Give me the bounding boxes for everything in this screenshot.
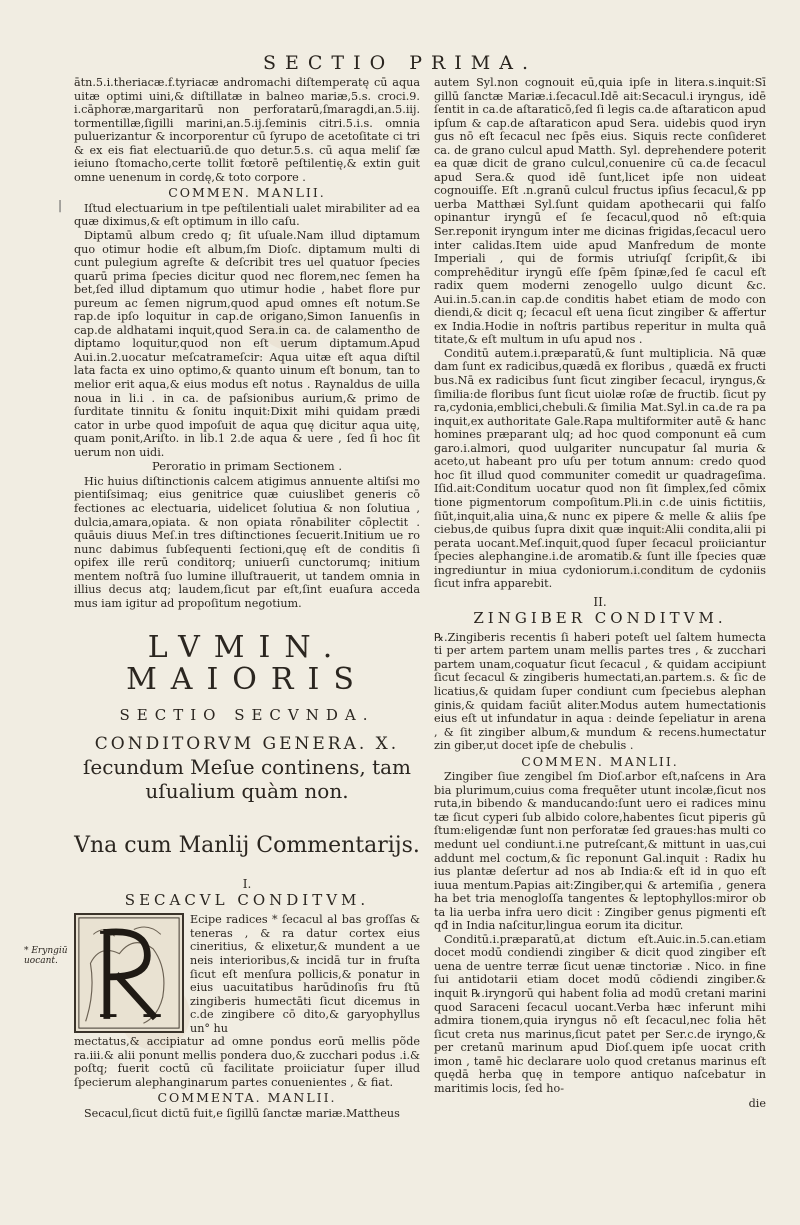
commentary-heading: COMMEN. MANLII. bbox=[521, 753, 679, 769]
paragraph: mectatus,& accipiatur ad omne pondus eorū mellis põde ra.iii.& alii ponunt mellis pondera duo,& zucchari podus .i.& poſtq; fuerit coctū cū facilitate proiiciatur ſuper illud ſpecierum alephanginarum partes conuenientes , & fiat. bbox=[74, 1035, 420, 1089]
chapter-number: I. bbox=[242, 877, 252, 892]
paragraph: autem Syl.non cognouit eū,quia ipſe in litera.s.inquit:Sī gillū ſanctæ Mariæ.i.ſecacul.Idē ait:Secacul.i iryngus, idē ſentit in ca.de aſtaraticō,ſed ſi legis ca.de aſtaraticon apud ipſum & cap.de aſtaraticon apud Sera. uidebis quod iryn gus nō eſt ſecacul nec ſpēs eius. Siquis recte conſideret ca. de grano culcul apud Matth. Syl. deprehendere poterit ea quæ dicit de grano culcul,conuenire cū ca.de ſecacul apud Sera.& quod idē ſunt,licet ipſe non uideat cognouiſſe. Eſt .n.granū culcul fructus ipſius ſecacul,& pp uerba Matthæi Syl.ſunt quidam apothecarii qui falſo opinantur iryngū eſ ſe ſecacul,quod nō eſt:quia Ser.reponit iryngum inter me dicinas frigidas,ſecacul uero inter calidas.Item uide apud Manfredum de monte Imperiali , qui de formis utriuſqſ ſcripſit,& ibi comprehēditur iryngū eſſe ſpēm ſpinæ,ſed ſe cacul eſt radix quem moderni zenogello uulgo dicunt &c. Aui.in.5.can.in cap.de conditis habet etiam de modo con diendi,& dicit q; ſecacul eſt uena ſicut zingiber & affertur ex India.Hodie in noſtris partibus reperitur in multa quā titate,& eſt multum in uſu apud nos . bbox=[434, 76, 766, 347]
section-subtitle: SECTIO SECVNDA. bbox=[119, 706, 375, 725]
chapter-number: II. bbox=[593, 594, 607, 609]
commentary-heading: COMMEN. MANLII. bbox=[168, 185, 326, 201]
margin-bracket-mark: | bbox=[58, 198, 63, 212]
chapter-title: ZINGIBER CONDITVM. bbox=[473, 608, 727, 627]
commentary-heading: COMMENTA. MANLII. bbox=[157, 1090, 337, 1106]
chapter-title: SECACVL CONDITVM. bbox=[124, 891, 370, 910]
genera-heading: CONDITORVM GENERA. X. bbox=[94, 734, 400, 755]
paragraph: Zingiber ſiue zengibel ſm Dioſ.arbor eſt,naſcens in Ara bia plurimum,cuius coma frequēter utunt incolæ,ſicut nos ruta,in bibendo & manducando:ſunt uero ei radices minu tæ ſicut cyperi ſub albido colore,habentes ſicut piperis gū ſtum:eligendæ ſunt non perforatæ ſed graues:has multi co medunt uel condiunt.i.ne putreſcant,& mittunt in uas,cui addunt mel coctum,& ſic reponunt Gal.inquit : Radix hu ius plantæ deſertur ad nos ab India:& eſt id in quo eſt iuua mentum.Papias ait:Zingiber,qui & artemiſia , genera ha bet tria menogloſſa tangentes & leptophyllos:miror ob ta lia uerba infra uero dicit : Zingiber genus pigmenti eſt qđ in India naſcitur,lingua eorum ita dicitur. bbox=[434, 770, 766, 933]
genera-subheading: ſecundum Meſue continens, tam uſualium quàm non. bbox=[82, 755, 412, 804]
dropcap-block bbox=[74, 913, 420, 1035]
section-title-lumen: LVMIN. MAIORIS bbox=[126, 630, 368, 698]
paragraph: Iſtud electuarium in tpe peſtilentiali ualet mirabiliter ad ea quæ diximus,& eſt optimum in illo caſu. bbox=[74, 201, 420, 229]
left-column bbox=[74, 76, 420, 1121]
paragraph: Conditū.i.præparatū,at dictum eſt.Auic.in.5.can.etiam docet modū condiendi zingiber & dicit quod zingiber eſt uena de uentre terræ ſicut uenæ tinctoriæ . Nico. in fine ſui antidotarii etiam docet modū cōdiendi zingiber.& inquit ℞.iryngorū qui habent folia ad modū cretani marini quod Saraceni ſecacul uocant.Verba hæc inferunt mihi admira tionem,quia iryngus nō eſt ſecacul,nec folia hēt ſicut creta nus marinus,ſicut patet per Ser.c.de iryngo,& per cretanū marinum apud Dioſ.quem ipſe uocat crith imon , tamē hic declarare uolo quod cretanus marinus eſt quędā herba quę in tempore antiquo naſcebatur in maritimis locis, ſed ho- bbox=[434, 932, 766, 1095]
commentary-note-heading: Vna cum Manlij Commentarijs. bbox=[74, 833, 420, 859]
paragraph: Conditū autem.i.præparatū,& ſunt multiplicia. Nā quæ dam ſunt ex radicibus,quædā ex floribus , quædā ex fructi bus.Nā ex radicibus ſunt ſicut zingiber ſecacul, iryngus,& ſimilia:de floribus ſunt ſicut uiolæ roſæ de fructib. ſicut py ra,cydonia,emblici,chebuli.& ſimilia Mat.Syl.in ca.de ra pa inquit,ex authoritate Gale.Rapa multiformiter autē & hanc homines præparant ulq; ad hoc quod componunt eā cum garo.i.almori, quod uulgariter nuncupatur ſal muria & aceto,ut habeant pro uſu per totum annum: credo quod hoc ſit illud quod communiter comedit ur quadrageſima. Iſid.ait:Conditum uocatur quod non ſit ſimplex,ſed cōmix tione pigmentorum compoſitum.Pli.in c.de uinis fictitiis, ſiūt,inquit,alia uina,& nunc ex pipere & melle & aliis ſpe ciebus,de quibus ſupra dixit quæ inquit:Alii condita,alii pi perata uocant.Meſ.inquit,quod ſuper ſecacul proiiciantur ſpecies alephangine.i.de aromatib.& ſunt ille ſpecies quæ ingrediuntur in miua cydoniorum.i.conditum de cydoniis ſicut infra apparebit. bbox=[434, 346, 766, 591]
margin-note: * Eryngiū uocant. bbox=[24, 946, 68, 966]
right-column bbox=[434, 76, 766, 1111]
paragraph: ℞.Zingiberis recentis ſi haberi poteſt uel ſaltem humecta ti per artem partem unam mellis partes tres , & zucchari partem unam,coquatur ſicut ſecacul , & quidam accipiunt ſicut ſecacul & zingiberis humectati,an.partem.s. & ſic de licatius,& quidam ſuper condiunt cum ſpeciebus alephan ginis,& quidam faciūt aliter.Modus autem humectationis eius eſt ut infundatur in aqua : deinde ſepeliatur in arena , & ſit zingiber album,& mundum & recens.humectatur zin giber,ut docet ipſe de chebulis . bbox=[434, 630, 766, 753]
paragraph: ātn.5.i.theriacæ.f.tyriacæ andromachi diſtemperatę cū aqua uitæ optimi uini,& diſtillatæ in balneo mariæ,5.s. croci.9. i.cāphoræ,margaritarū non perforatarū,ſmaragdi,an.5.iij. tormentillæ,ſigilli marini,an.5.ij.ſeminis citri.5.i.s. omnia puluerizantur & incorporentur cū ſyrupo de acetoſitate ci tri & ex eis fiat electuariū.de quo detur.5.s. cū aqua meliſ ſæ ieiuno ſtomacho,certe tollit fœtorē peſtilentię,& extin guit omne uenenum in cordę,& toto corpore . bbox=[74, 76, 420, 184]
running-head: SECTIO PRIMA. bbox=[262, 52, 538, 74]
decorated-initial-r-icon bbox=[74, 913, 184, 1033]
dropcap-paragraph: Ecipe radices * ſecacul al bas groſſas & teneras , & ra datur cortex eius cineritius, & elixetur,& mundent a ue neis interioribus,& incidā tur in fruſta ſicut eſt menſura pollicis,& ponatur in eius uacuitatibus harūdinoſis fru ſtū zingiberis humectāti ſicut dicemus in c.de zingibere cō dito,& garyophyllus un° hu bbox=[190, 913, 420, 1035]
catchword: die bbox=[748, 1097, 766, 1111]
paragraph: Hic huius diſtinctionis calcem atigimus annuente altiſsi mo pientiſsimaq; eius genitrice quæ cuiuslibet generis cō fectiones ac electuaria, uidelicet ſolutiua & non ſolutiua , dulcia,amara,opiata. & non opiata rōnabiliter cōplectit . quāuis diuus Meſ.in tres diſtinctiones ſecuerit.Initium ue ro nunc dabimus ſubſequenti ſectioni,quę eſt de conditis ſi opifex ille rerū conditorq; uniuerſi cunctorumq; initium mentem noſtrā ſuo lumine illuſtrauerit, ut tandem omnia in illius decus atq; laudem,ſicut par eſt,ſint euaſura acceda mus iam igitur ad propoſitum negotium. bbox=[74, 474, 420, 610]
peroratio-heading: Peroratio in primam Sectionem . bbox=[151, 459, 343, 474]
paragraph: Diptamū album credo q; ſit uſuale.Nam illud diptamum quo otimur hodie eſt album,ſm Dioſc. diptamum multi di cunt pulegium agreſte & deſcribit tres uel quatuor ſpecies quarū prima ſpecies dicitur quod nec florem,nec ſemen ha bet,ſed illud diptamum quo utimur hodie , habet flore pur pureum ac ſemen nigrum,quod apud omnes eſt notum.Se rap.de ipſo loquitur in cap.de origano,Simon Ianuenſis in cap.de aldhatami inquit,quod Sera.in ca. de calamentho de diptamo loquitur,quod non eſt uerum diptamum.Apud Aui.in.2.uocatur meſcatrameſcir: Aqua uitæ eſt aqua diſtil lata facta ex uino optimo,& quanto uinum eſt bonum, tan to melior erit aqua,& eius modus eſt notus . Raynaldus de uilla noua in li.i . in ca. de paſsionibus aurium,& primo de ſurditate tinnitu & ſonitu inquit:Dixit mihi quidam prædi cator in urbe quod impoſuit de aqua quę dicitur aqua uitę, quam ponit,Ariſto. in lib.1 2.de aqua & uere , ſed ſi hoc ſit uerum non uidi. bbox=[74, 229, 420, 459]
paragraph: Secacul,ſicut dictū fuit,e ſigillū ſanctæ mariæ.Mattheus bbox=[84, 1106, 400, 1120]
